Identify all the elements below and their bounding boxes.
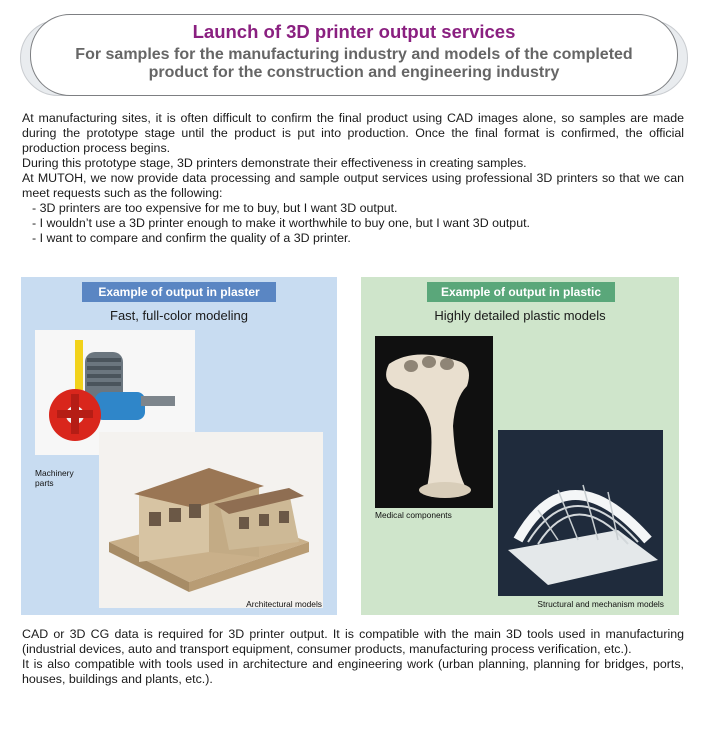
- header-banner: [20, 14, 688, 96]
- caption-architectural-models: Architectural models: [246, 599, 322, 609]
- list-item: - I wouldn’t use a 3D printer enough to make it worthwhile to buy one, but I want 3D output.: [32, 216, 530, 230]
- structural-model-photo: [498, 430, 663, 596]
- plaster-subtitle: Fast, full-color modeling: [110, 308, 248, 323]
- structural-model-illustration: [498, 430, 663, 596]
- page-subtitle: For samples for the manufacturing industry and models of the completed product for the construction and engineering industry: [75, 46, 633, 81]
- caption-structural-models: Structural and mechanism models: [537, 599, 664, 609]
- outro-paragraph: It is also compatible with tools used in architecture and engineering work (urban planning, planning for bridges, ports, houses, buildings and plants, etc.).: [22, 657, 684, 686]
- header-banner-box: [30, 14, 678, 96]
- intro-paragraph: At manufacturing sites, it is often difficult to confirm the final product using CAD images alone, so samples are made during the prototype stage until the product is put into production. Once the final format is confirmed, the official production process begins.: [22, 111, 684, 155]
- request-list: [32, 201, 684, 246]
- plaster-example-panel: [21, 277, 337, 615]
- medical-components-illustration: [375, 336, 493, 508]
- plaster-tag: Example of output in plaster: [82, 282, 276, 302]
- caption-machinery-parts: Machinery parts: [35, 468, 74, 488]
- medical-components-photo: [375, 336, 493, 508]
- intro-paragraph: During this prototype stage, 3D printers demonstrate their effectiveness in creating samples.: [22, 156, 527, 170]
- list-item: - 3D printers are too expensive for me to buy, but I want 3D output.: [32, 201, 398, 215]
- intro-paragraph: At MUTOH, we now provide data processing and sample output services using professional 3D printers so that we can meet requests such as the following:: [22, 171, 684, 200]
- page-title: Launch of 3D printer output services: [192, 21, 516, 42]
- caption-medical-components: Medical components: [375, 510, 452, 520]
- plastic-example-panel: [361, 277, 679, 615]
- outro-text: [22, 627, 684, 687]
- architectural-model-photo: [99, 432, 323, 608]
- architectural-model-illustration: [99, 432, 323, 608]
- outro-paragraph: CAD or 3D CG data is required for 3D printer output. It is compatible with the main 3D tools used in manufacturing (industrial devices, auto and transport equipment, consumer products, manufacturing process verification, etc.).: [22, 627, 684, 656]
- intro-text: [22, 111, 684, 246]
- plastic-subtitle: Highly detailed plastic models: [434, 308, 606, 323]
- plastic-tag: Example of output in plastic: [427, 282, 615, 302]
- list-item: - I want to compare and confirm the quality of a 3D printer.: [32, 231, 351, 245]
